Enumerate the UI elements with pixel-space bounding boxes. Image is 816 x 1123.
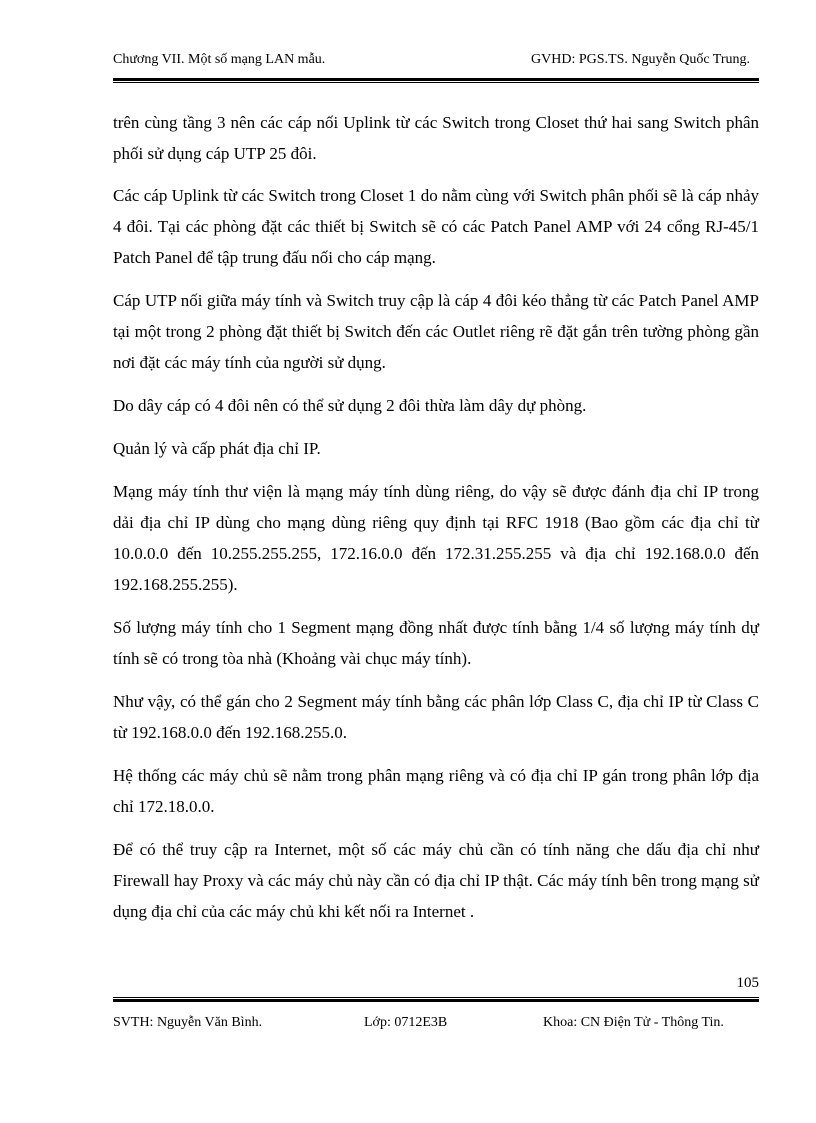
- class-code: Lớp: 0712E3B: [364, 1015, 448, 1030]
- document-body: [113, 107, 759, 939]
- paragraph: Mạng máy tính thư viện là mạng máy tính dùng riêng, do vậy sẽ được đánh địa chỉ IP trong dải địa chỉ IP dùng cho mạng dùng riêng quy định tại RFC 1918 (Bao gồm các địa chỉ từ 10.0.0.0 đến 10.255.255.255, 172.16.0.0 đến 172.31.255.255 và địa chỉ 192.168.0.0 đến 192.168.255.255).: [113, 482, 759, 594]
- paragraph: Như vậy, có thể gán cho 2 Segment máy tính bằng các phân lớp Class C, địa chỉ IP từ Class C từ 192.168.0.0 đến 192.168.255.0.: [113, 692, 759, 742]
- page-footer: [113, 1015, 759, 1037]
- student-name: SVTH: Nguyễn Văn Bình.: [113, 1015, 263, 1030]
- paragraph: Hệ thống các máy chủ sẽ nằm trong phân mạng riêng và có địa chỉ IP gán trong phân lớp địa chỉ 172.18.0.0.: [113, 766, 759, 816]
- chapter-title: Chương VII. Một số mạng LAN mẫu.: [113, 52, 326, 67]
- advisor-name: GVHD: PGS.TS. Nguyễn Quốc Trung.: [531, 52, 750, 67]
- paragraph: Để có thể truy cập ra Internet, một số các máy chủ cần có tính năng che dấu địa chỉ như Firewall hay Proxy và các máy chủ này cần có địa chỉ IP thật. Các máy tính bên trong mạng sử dụng địa chỉ của các máy chủ khi kết nối ra Internet .: [113, 840, 759, 921]
- footer-divider: [113, 997, 759, 1002]
- section-heading: Quản lý và cấp phát địa chỉ IP.: [113, 439, 321, 458]
- paragraph: Các cáp Uplink từ các Switch trong Closet 1 do nằm cùng với Switch phân phối sẽ là cáp nhảy 4 đôi. Tại các phòng đặt các thiết bị Switch sẽ có các Patch Panel AMP với 24 cổng RJ-45/1 Patch Panel để tập trung đấu nối cho cáp mạng.: [113, 186, 759, 267]
- header-divider: [113, 78, 759, 83]
- department-name: Khoa: CN Điện Tử - Thông Tin.: [543, 1015, 724, 1030]
- paragraph: trên cùng tầng 3 nên các cáp nối Uplink từ các Switch trong Closet thứ hai sang Switch phân phối sử dụng cáp UTP 25 đôi.: [113, 113, 759, 163]
- page-header: [113, 52, 758, 74]
- page-number: 105: [736, 975, 759, 991]
- paragraph: Cáp UTP nối giữa máy tính và Switch truy cập là cáp 4 đôi kéo thẳng từ các Patch Panel AMP tại một trong 2 phòng đặt thiết bị Switch đến các Outlet riêng rẽ đặt gắn trên tường phòng gần nơi đặt các máy tính của người sử dụng.: [113, 291, 759, 372]
- paragraph: Do dây cáp có 4 đôi nên có thể sử dụng 2 đôi thừa làm dây dự phòng.: [113, 396, 587, 415]
- paragraph: Số lượng máy tính cho 1 Segment mạng đồng nhất được tính bằng 1/4 số lượng máy tính dự tính sẽ có trong tòa nhà (Khoảng vài chục máy tính).: [113, 618, 759, 668]
